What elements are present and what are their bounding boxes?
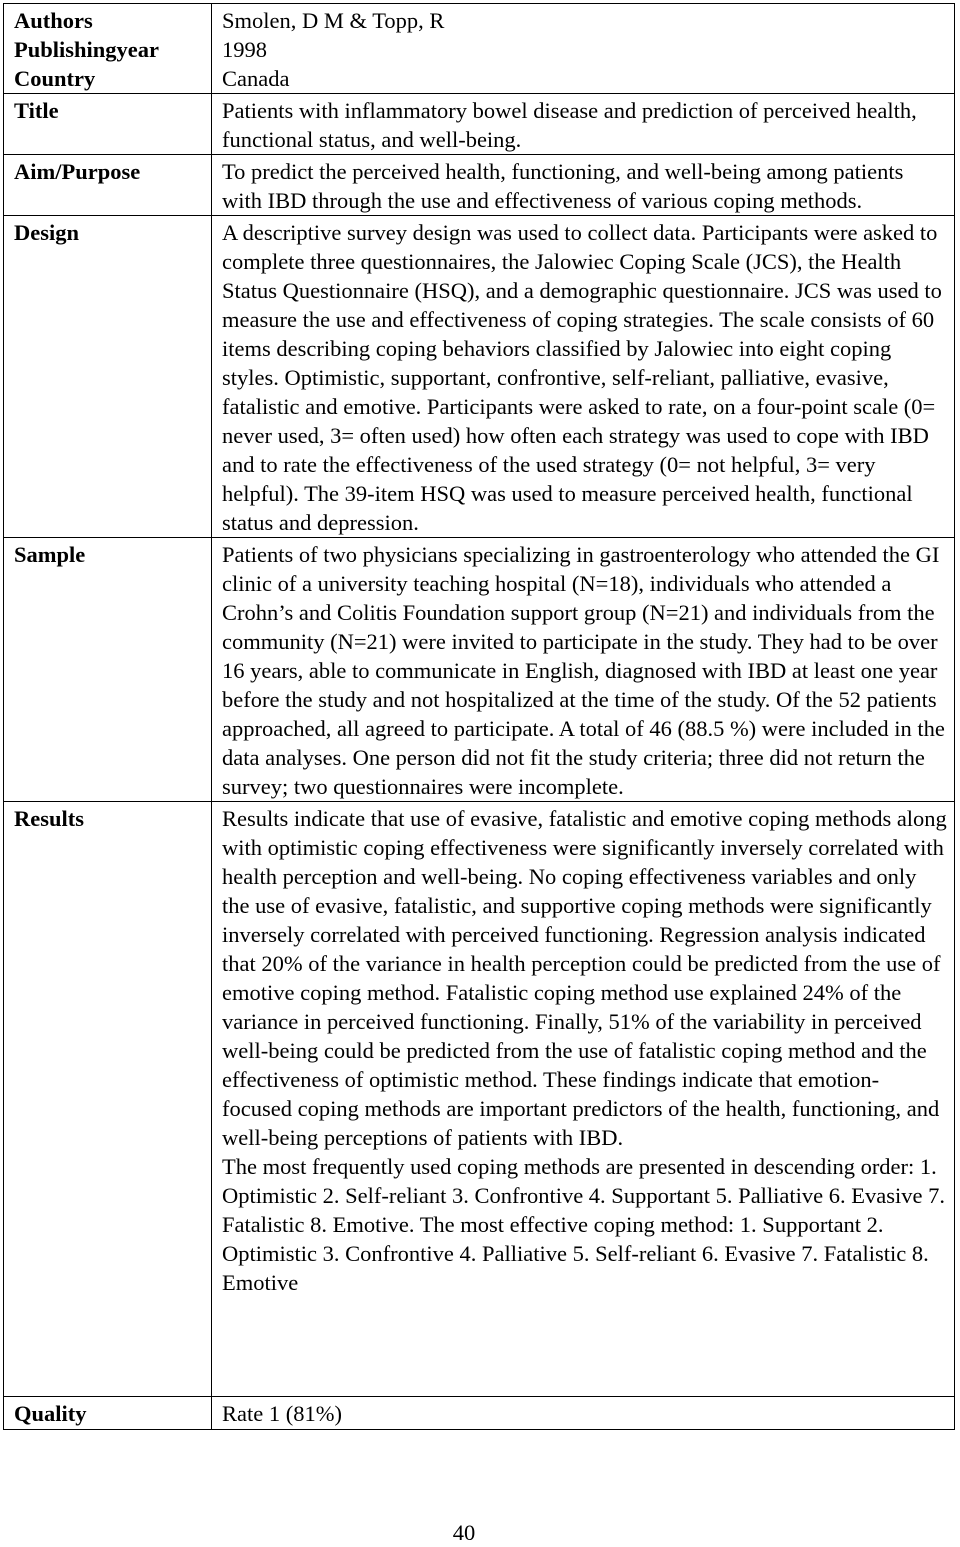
results-paragraph-1: Results indicate that use of evasive, fatalistic and emotive coping methods along with optimistic coping effectiveness were significantly inversely correlated with health perception and well-being. No coping effectiveness variables and only the use of evasive, fatalistic, and supportive coping methods were significantly inversely correlated with perceived functioning. Regression analysis indicated that 20% of the variance in health perception could be predicted from the use of emotive coping method. Fatalistic coping method use explained 24% of the variance in perceived functioning. Finally, 51% of the variability in perceived well-being could be predicted from the use of fatalistic coping method and the effectiveness of optimistic method. These findings indicate that emotion-focused coping methods are important predictors of the health, functioning, and well-being perceptions of patients with IBD. — [222, 806, 947, 1150]
page-number: 40 — [452, 1520, 476, 1545]
value-aim: To predict the perceived health, functioning, and well-being among patients with IBD through the use and effectiveness of various coping methods. — [212, 155, 955, 216]
label-country: Country — [14, 66, 96, 91]
results-paragraph-2: The most frequently used coping methods are presented in descending order: 1. Optimistic 2. Self-reliant 3. Confrontive 4. Supportant 5. Palliative 6. Evasive 7. Fatalistic 8. Emotive. The most effective coping method: 1. Supportant 2. Optimistic 3. Confrontive 4. Palliative 5. Self-reliant 6. Evasive 7. Fatalistic 8. Emotive — [222, 1154, 946, 1295]
row-sample — [4, 538, 955, 802]
label-authors: Authors — [14, 8, 93, 33]
label-cell-header — [4, 4, 212, 94]
row-results — [4, 802, 955, 1397]
row-quality — [4, 1397, 955, 1430]
value-sample: Patients of two physicians specializing in gastroenterology who attended the GI clinic of a university teaching hospital (N=18), individuals who attended a Crohn’s and Colitis Foundation support group (N=21) and individuals from the community (N=21) were invited to participate in the study. They had to be over 16 years, able to communicate in English, diagnosed with IBD at least one year before the study and not hospitalized at the time of the study. Of the 52 patients approached, all agreed to participate. A total of 46 (88.5 %) were included in the data analyses. One person did not fit the study criteria; three did not return the survey; two questionnaires were incomplete. — [212, 538, 955, 802]
row-authors-year-country — [4, 4, 955, 94]
value-country: Canada — [222, 66, 290, 91]
value-publishing-year: 1998 — [222, 37, 267, 62]
row-design — [4, 216, 955, 538]
label-results: Results — [4, 802, 212, 1397]
row-title — [4, 94, 955, 155]
label-quality: Quality — [4, 1397, 212, 1430]
value-authors: Smolen, D M & Topp, R — [222, 8, 445, 33]
value-title: Patients with inflammatory bowel disease and prediction of perceived health, functional status, and well-being. — [212, 94, 955, 155]
label-title: Title — [4, 94, 212, 155]
label-design: Design — [4, 216, 212, 538]
label-aim: Aim/Purpose — [4, 155, 212, 216]
value-results — [212, 802, 955, 1397]
value-quality: Rate 1 (81%) — [212, 1397, 955, 1430]
row-aim — [4, 155, 955, 216]
value-cell-header — [212, 4, 955, 94]
label-publishing-year: Publishingyear — [14, 37, 160, 62]
study-summary-table — [3, 3, 955, 1430]
label-sample: Sample — [4, 538, 212, 802]
value-design: A descriptive survey design was used to collect data. Participants were asked to complete three questionnaires, the Jalowiec Coping Scale (JCS), the Health Status Questionnaire (HSQ), and a demographic questionnaire. JCS was used to measure the use and effectiveness of coping strategies. The scale consists of 60 items describing coping behaviors classified by Jalowiec into eight coping styles. Optimistic, supportant, confrontive, self-reliant, palliative, evasive, fatalistic and emotive. Participants were asked to rate, on a four-point scale (0= never used, 3= often used) how often each strategy was used to cope with IBD and to rate the effectiveness of the used strategy (0= not helpful, 3= very helpful). The 39-item HSQ was used to measure perceived health, functional status and depression. — [212, 216, 955, 538]
